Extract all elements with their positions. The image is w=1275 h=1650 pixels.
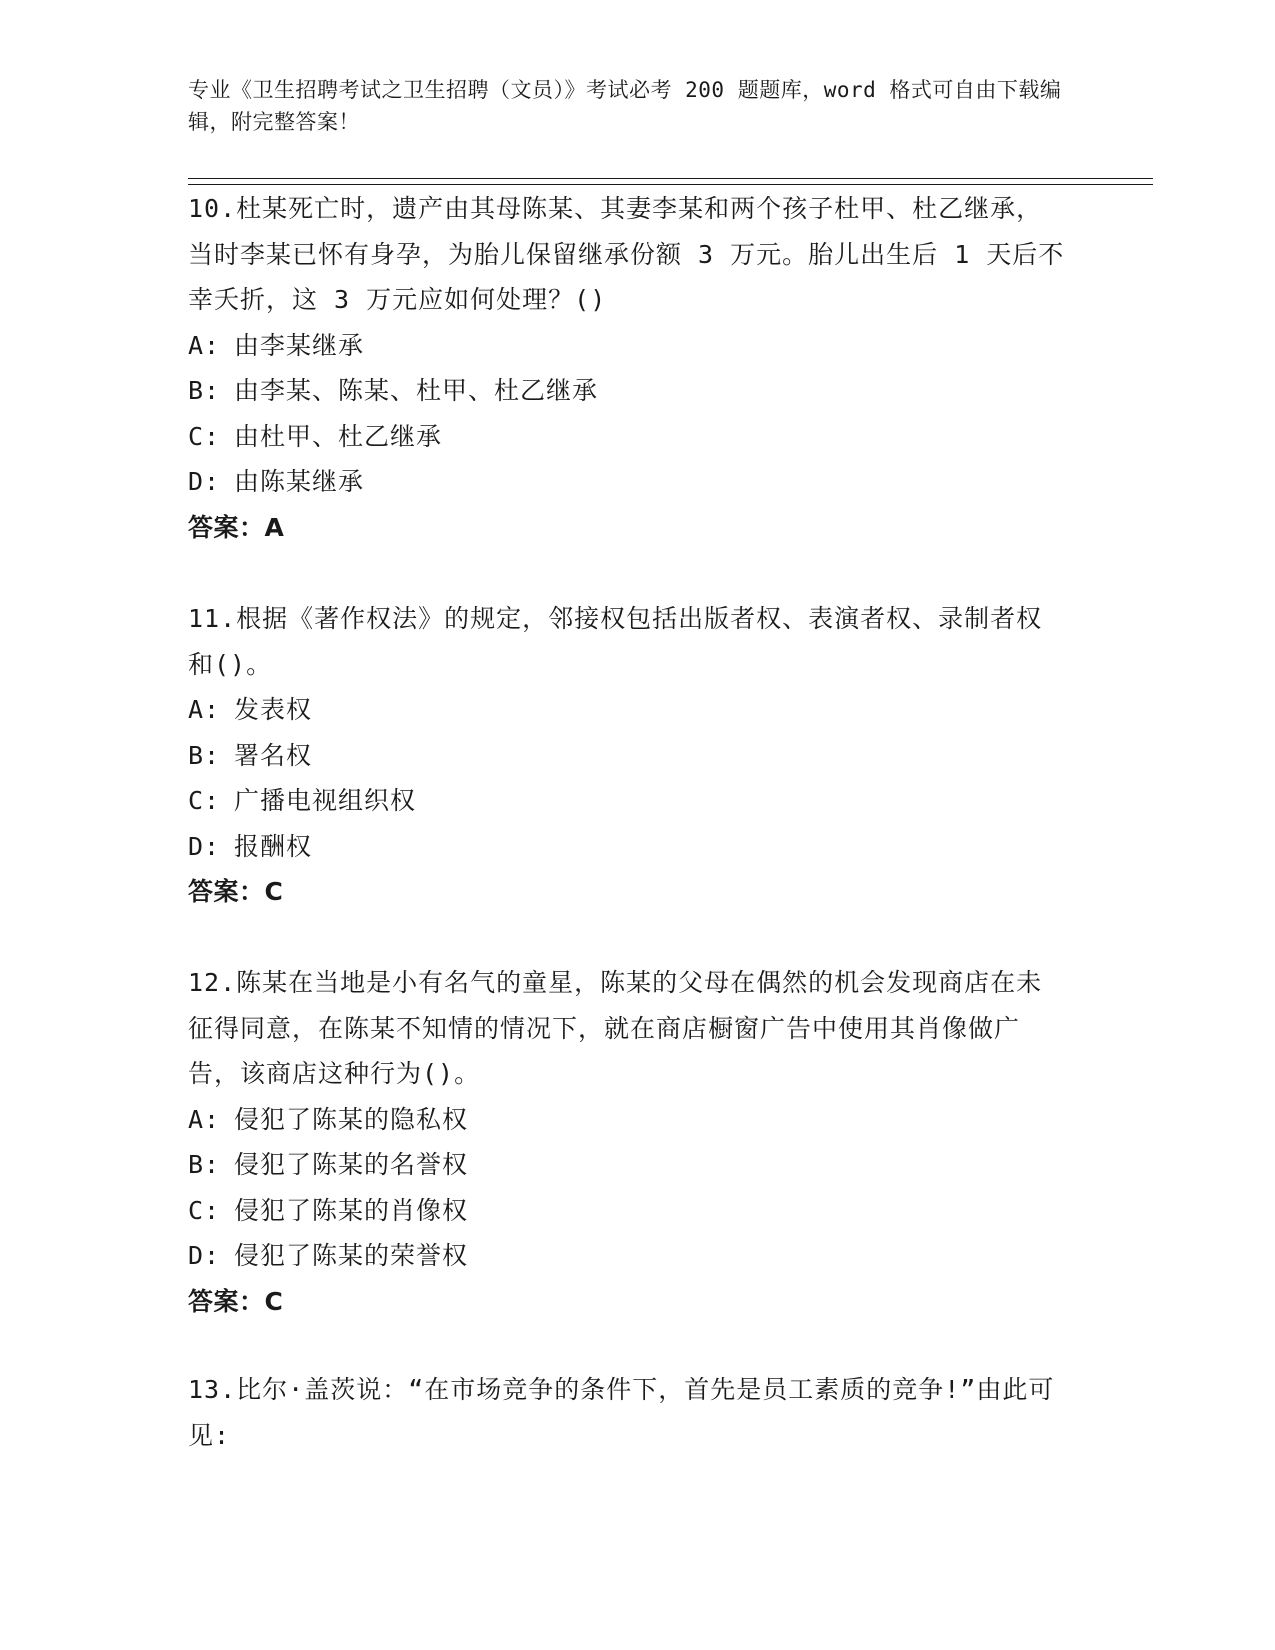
option-letter: D: — [188, 831, 221, 861]
option-a — [188, 323, 1068, 369]
question-12 — [188, 960, 1068, 1324]
answer-line: 答案：C — [188, 877, 284, 906]
question-stem: 12.陈某在当地是小有名气的童星，陈某的父母在偶然的机会发现商店在未征得同意，在陈某不知情的情况下，就在商店橱窗广告中使用其肖像做广告，该商店这种行为()。 — [188, 968, 1043, 1088]
option-letter: D: — [188, 1241, 221, 1270]
option-text: 由李某继承 — [234, 330, 365, 360]
option-d — [188, 824, 1068, 870]
option-b — [188, 733, 1068, 779]
question-13 — [188, 1367, 1068, 1458]
question-10 — [188, 186, 1068, 550]
option-letter: A: — [188, 1104, 221, 1134]
document-header: 专业《卫生招聘考试之卫生招聘（文员）》考试必考 200 题题库，word 格式可自由下载编辑，附完整答案！ — [188, 78, 1062, 134]
option-a — [188, 687, 1068, 733]
option-letter: B: — [188, 1150, 221, 1179]
answer-line: 答案：A — [188, 512, 285, 542]
option-letter: A: — [188, 695, 221, 724]
option-text: 侵犯了陈某的肖像权 — [234, 1195, 469, 1225]
header-divider-top — [188, 178, 1153, 179]
option-text: 广播电视组织权 — [234, 786, 417, 815]
option-letter: B: — [188, 376, 221, 405]
header-divider-bottom — [188, 184, 1153, 185]
option-text: 报酬权 — [234, 831, 313, 861]
option-b — [188, 1142, 1068, 1188]
option-letter: C: — [188, 421, 221, 451]
option-c — [188, 1188, 1068, 1234]
option-a — [188, 1097, 1068, 1143]
option-text: 由陈某继承 — [234, 467, 365, 496]
question-stem: 11.根据《著作权法》的规定，邻接权包括出版者权、表演者权、录制者权和()。 — [188, 604, 1043, 679]
option-c — [188, 414, 1068, 460]
question-stem: 13.比尔·盖茨说：“在市场竞争的条件下，首先是员工素质的竞争!”由此可见: — [188, 1375, 1055, 1450]
option-text: 由李某、陈某、杜甲、杜乙继承 — [234, 376, 599, 405]
option-text: 侵犯了陈某的荣誉权 — [234, 1241, 469, 1270]
option-text: 署名权 — [234, 740, 313, 770]
option-text: 发表权 — [234, 695, 313, 724]
option-letter: B: — [188, 740, 221, 770]
option-text: 侵犯了陈某的隐私权 — [234, 1104, 469, 1134]
option-text: 侵犯了陈某的名誉权 — [234, 1150, 469, 1179]
option-b — [188, 368, 1068, 414]
question-11 — [188, 596, 1068, 915]
answer-line: 答案：C — [188, 1286, 284, 1316]
option-text: 由杜甲、杜乙继承 — [234, 421, 443, 451]
option-d — [188, 459, 1068, 505]
option-c — [188, 778, 1068, 824]
option-letter: D: — [188, 467, 221, 496]
question-stem: 10.杜某死亡时，遗产由其母陈某、其妻李某和两个孩子杜甲、杜乙继承，当时李某已怀有身孕，为胎儿保留继承份额 3 万元。胎儿出生后 1 天后不幸夭折，这 3 万元应如何处理？() — [188, 194, 1065, 314]
option-letter: C: — [188, 1195, 221, 1225]
option-d — [188, 1233, 1068, 1279]
option-letter: C: — [188, 786, 221, 815]
option-letter: A: — [188, 330, 221, 360]
